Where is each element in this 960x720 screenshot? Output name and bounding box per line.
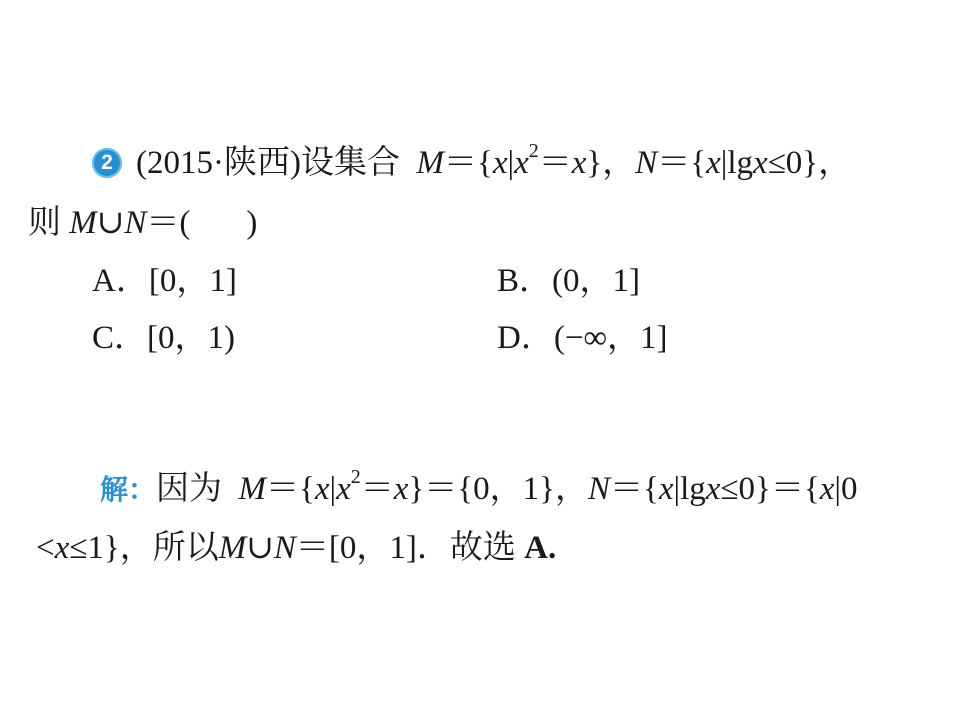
- option-letter: A．: [92, 263, 149, 299]
- solution-conclusion: 故选: [449, 530, 516, 566]
- solution-because: 因为: [156, 471, 223, 507]
- option-value: [0，1): [147, 320, 235, 356]
- math-expression: $M=\{x|x^2=x\}=\{0$，1}，N＝{x|lgx≤0}＝{x|0: [238, 466, 858, 507]
- option-d: [497, 318, 667, 358]
- option-a: [92, 261, 237, 301]
- solution-line-1: [100, 466, 858, 510]
- question-close: ): [246, 205, 258, 241]
- solution-line-2: [36, 528, 556, 568]
- option-value: [0，1]: [148, 263, 237, 299]
- option-letter: C．: [92, 320, 148, 356]
- question-line-1: [92, 140, 852, 183]
- question-source: (2015·陕西)设集合: [136, 145, 400, 181]
- option-b: [497, 261, 640, 301]
- math-expression: M∪N＝[0，1]．: [218, 530, 450, 566]
- option-value: (−∞，1]: [553, 320, 668, 356]
- math-expression: M∪N＝(: [69, 205, 191, 241]
- solution-answer: A.: [524, 530, 557, 566]
- question-number-badge: 2: [92, 148, 122, 178]
- solution-label: 解：: [100, 473, 157, 506]
- solution-so: ，所以: [119, 530, 219, 566]
- option-value: (0，1]: [552, 263, 640, 299]
- question-line-2: [28, 203, 257, 243]
- option-c: [92, 318, 235, 358]
- math-expression: $M=\{x|x^2=x\}$，N＝{x|lgx≤0}，: [416, 140, 852, 181]
- option-letter: D．: [497, 320, 554, 356]
- math-expression: <x≤1}: [36, 530, 120, 566]
- option-letter: B．: [497, 263, 553, 299]
- question-prefix: 则: [28, 205, 61, 241]
